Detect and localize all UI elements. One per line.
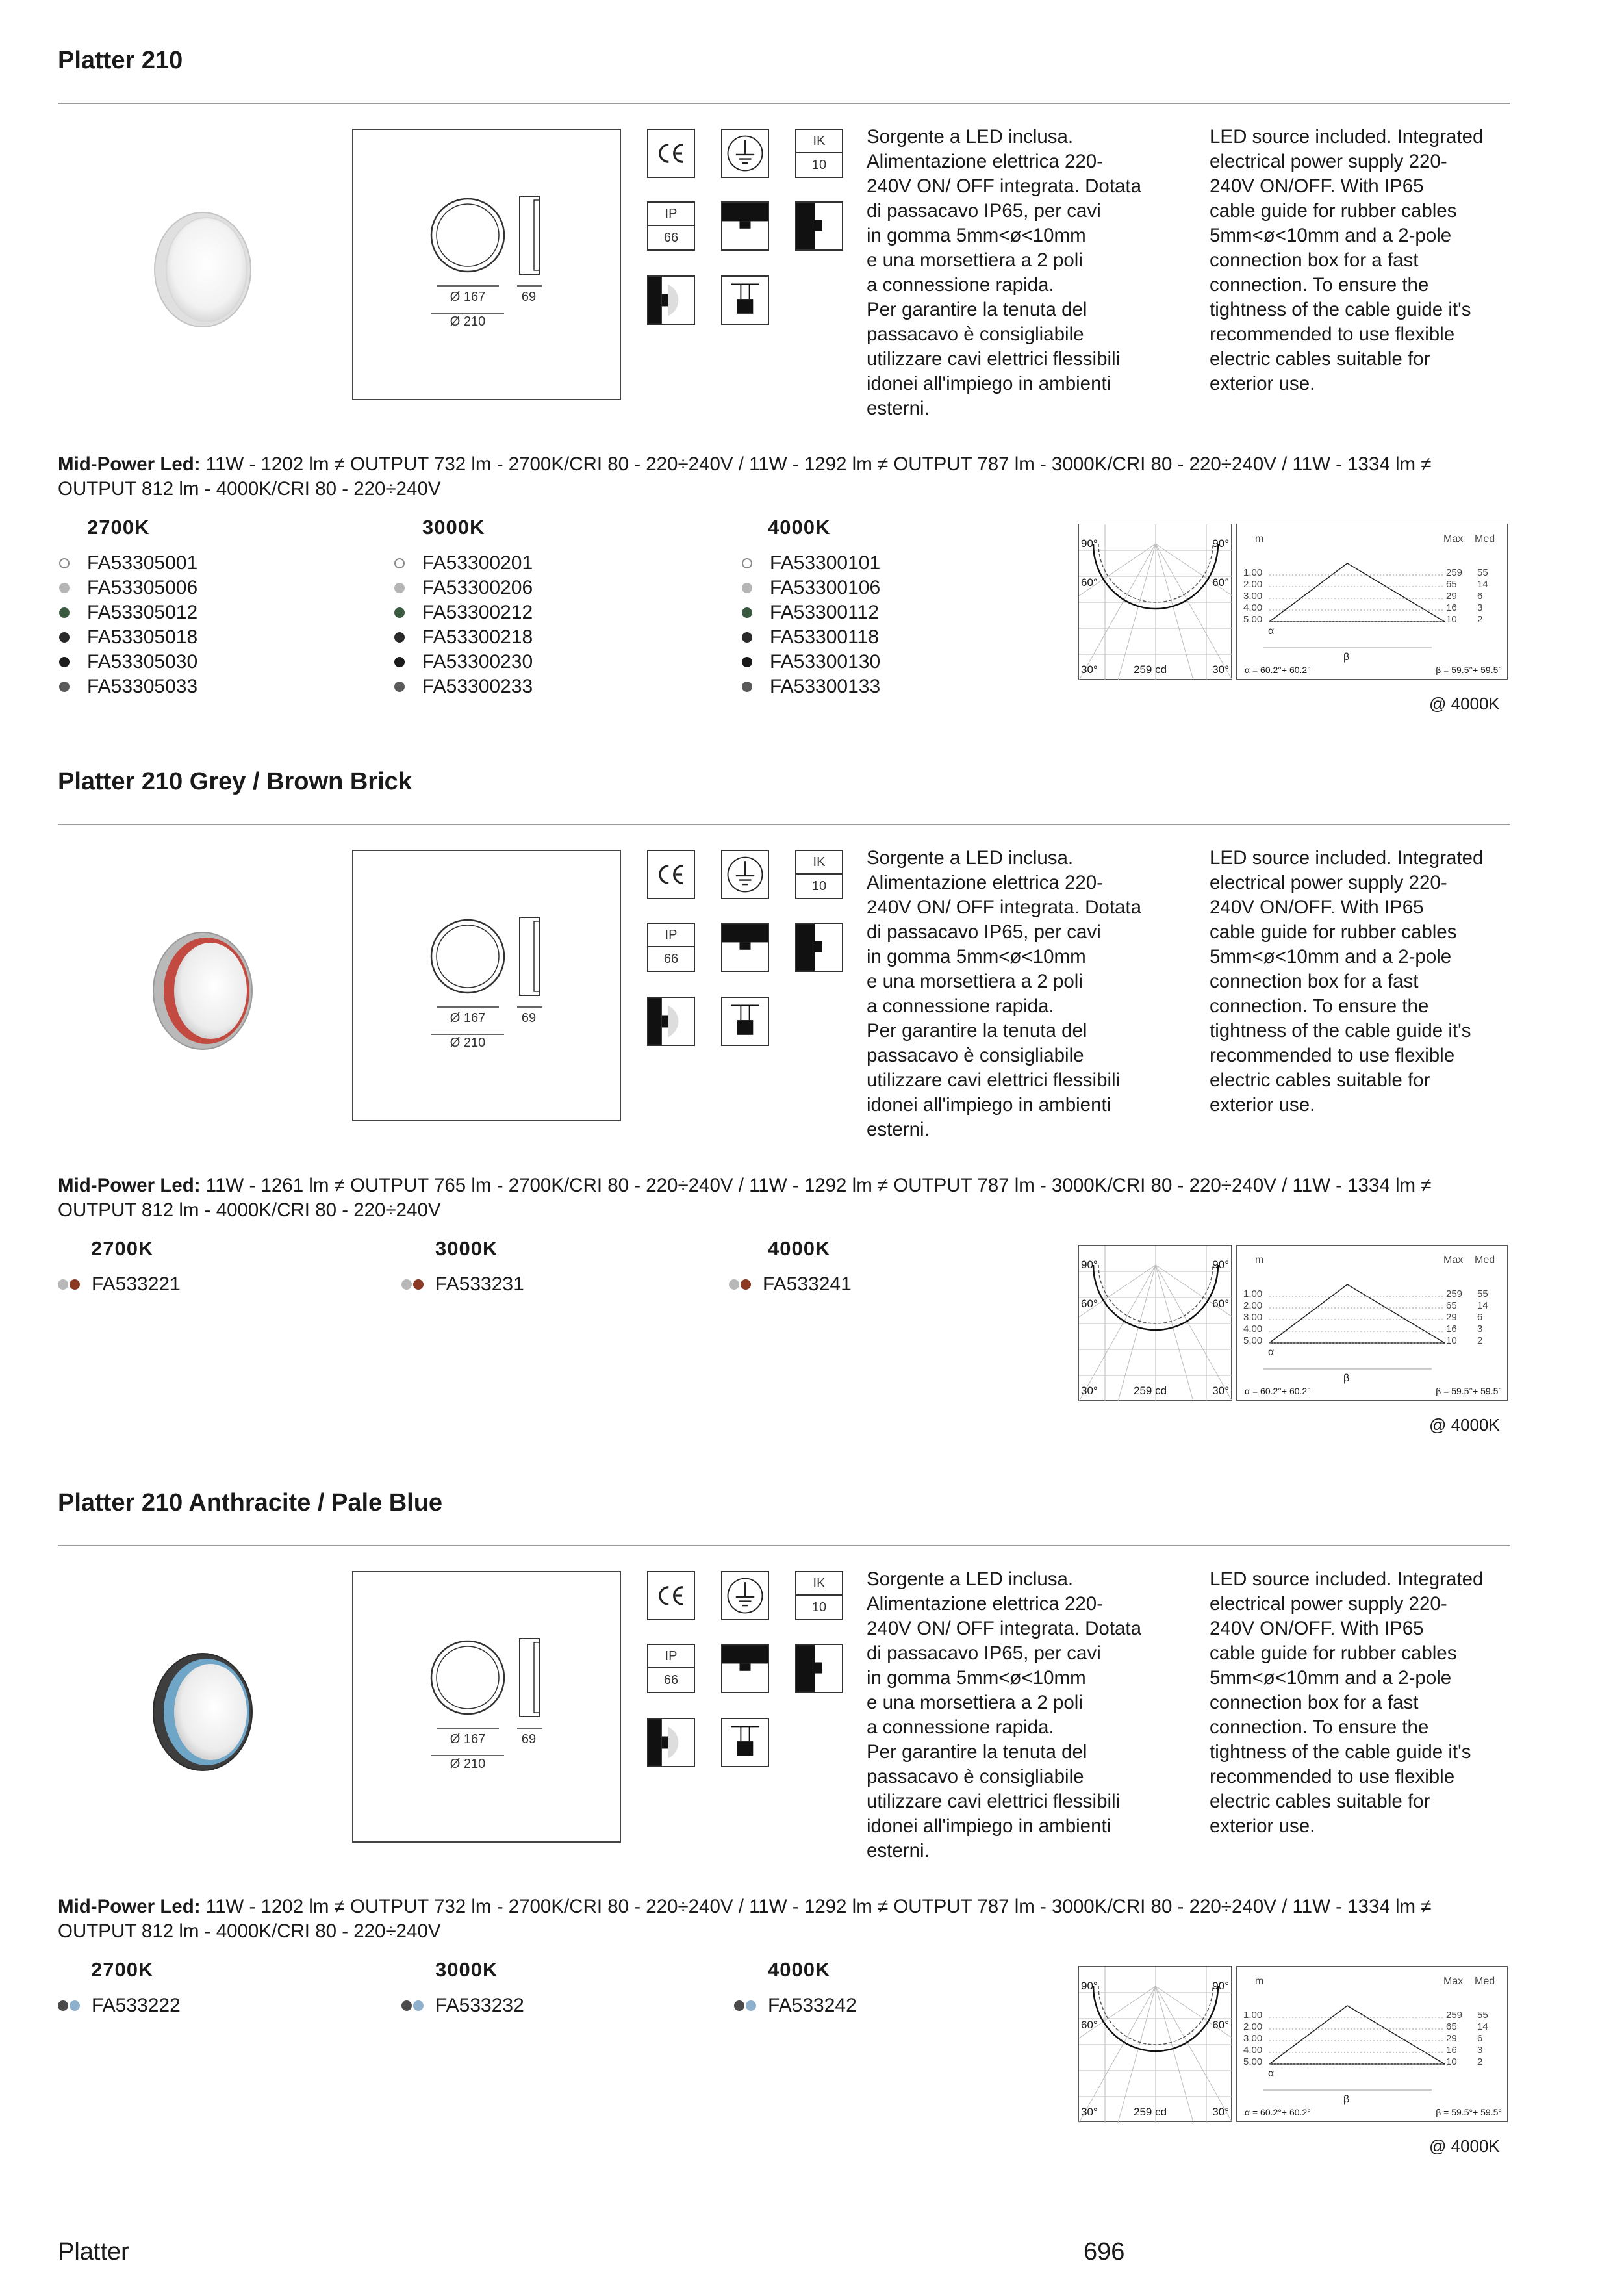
cone-max: 259 xyxy=(1446,567,1463,578)
polar-label: 90° xyxy=(1212,1258,1229,1271)
ce-mark-icon xyxy=(647,1571,695,1620)
product-code: FA53300201 xyxy=(422,552,533,574)
cone-m-label: m xyxy=(1255,1255,1264,1266)
polar-label: 30° xyxy=(1081,1385,1098,1397)
dim-outer-diameter: Ø 210 xyxy=(450,1036,486,1050)
ip-value: 66 xyxy=(663,1673,679,1687)
polar-diagram xyxy=(1078,1245,1232,1401)
cone-beta-range: β = 59.5°+ 59.5° xyxy=(1436,665,1502,675)
cone-distance: 3.00 xyxy=(1243,1312,1263,1323)
dim-outer-diameter: Ø 210 xyxy=(450,1757,486,1771)
finish-swatch xyxy=(394,583,405,593)
list-item xyxy=(58,650,197,674)
cone-alpha-label: α xyxy=(1268,626,1275,637)
cone-max: 16 xyxy=(1446,602,1457,613)
cone-med-values xyxy=(1477,567,1488,626)
finish-swatch xyxy=(394,607,405,618)
ip-label: IP xyxy=(648,924,694,947)
cone-distance: 5.00 xyxy=(1243,2056,1263,2067)
cone-distance-rows xyxy=(1243,2010,1262,2068)
cone-distance: 4.00 xyxy=(1243,1323,1263,1335)
wall-mount-icon xyxy=(795,201,843,251)
description-en: LED source included. Integrated electrical power supply 220- 240V ON/OFF. With IP65 cable guide for rubber cables 5mm<ø<10mm and a 2-pole connection box for a fast connection. To ensure the tightness of the cable guide it's recommended to use flexible electric cables suitable for exterior use. xyxy=(1210,126,1484,394)
product-code: FA53305001 xyxy=(87,552,198,574)
description-en: LED source included. Integrated electrical power supply 220- 240V ON/OFF. With IP65 cable guide for rubber cables 5mm<ø<10mm and a 2-pole connection box for a fast connection. To ensure the tightness of the cable guide it's recommended to use flexible electric cables suitable for exterior use. xyxy=(1210,1568,1484,1837)
cone-beta-range: β = 59.5°+ 59.5° xyxy=(1436,1386,1502,1396)
color-temp-4000k: 4000K xyxy=(768,516,831,539)
list-item xyxy=(393,625,533,650)
cone-max: 65 xyxy=(1446,579,1457,590)
spec-label: Mid-Power Led: xyxy=(58,454,201,475)
product-photo-anthracite-blue xyxy=(130,1637,279,1787)
ceiling-mount-icon xyxy=(721,201,769,251)
list-item xyxy=(741,600,880,625)
list-item xyxy=(58,551,197,576)
polar-label: 60° xyxy=(1212,576,1229,589)
product-code: FA53305018 xyxy=(87,626,198,648)
connection-box-icon xyxy=(721,1718,769,1767)
ce-mark-icon xyxy=(647,129,695,178)
finish-swatch xyxy=(742,583,752,593)
description-it: Sorgente a LED inclusa. Alimentazione elettrica 220- 240V ON/ OFF integrata. Dotata di passacavo IP65, per cavi in gomma 5mm<ø<10mm e una morsettiera a 2 poli a connessione rapida. Per garantire la tenuta del passacavo è consigliabile utilizzare cavi elettrici flessibili idonei all'impiego in ambienti esterni. xyxy=(867,1568,1142,1861)
polar-label: 90° xyxy=(1212,1980,1229,1992)
dimension-drawing xyxy=(352,129,621,400)
ceiling-mount-icon xyxy=(721,923,769,972)
cone-alpha-label: α xyxy=(1268,2068,1275,2079)
cone-distance-rows xyxy=(1243,1288,1262,1347)
cone-max: 10 xyxy=(1446,2056,1457,2067)
product-code: FA53300206 xyxy=(422,577,533,598)
cone-max-values xyxy=(1446,1288,1462,1347)
cone-med-label: Med xyxy=(1475,1976,1495,1987)
finish-swatch xyxy=(59,632,70,643)
finish-swatch xyxy=(59,558,70,568)
finish-swatch xyxy=(413,1279,424,1290)
ip-rating-badge xyxy=(647,1644,695,1693)
polar-diagram xyxy=(1078,1966,1232,2122)
product-code: FA53305012 xyxy=(87,602,198,623)
polar-candela: 259 cd xyxy=(1134,2106,1167,2118)
photometry-temp-note: @ 4000K xyxy=(1429,1415,1500,1435)
ceiling-mount-icon xyxy=(721,1644,769,1693)
finish-swatch xyxy=(70,1279,80,1290)
polar-label: 30° xyxy=(1212,663,1229,676)
cone-max-values xyxy=(1446,2010,1462,2068)
dim-depth: 69 xyxy=(521,1011,537,1025)
product-title: Platter 210 xyxy=(58,47,183,74)
product-title: Platter 210 Grey / Brown Brick xyxy=(58,768,412,795)
cone-max: 10 xyxy=(1446,614,1457,625)
spec-label: Mid-Power Led: xyxy=(58,1175,201,1196)
ground-icon xyxy=(721,129,769,178)
cone-med: 2 xyxy=(1477,1335,1483,1346)
ik-value: 10 xyxy=(811,1600,827,1615)
polar-label: 30° xyxy=(1212,1385,1229,1397)
section-divider xyxy=(58,103,1510,104)
ik-rating-badge xyxy=(795,850,843,899)
finish-swatch xyxy=(70,2000,80,2011)
cone-med: 2 xyxy=(1477,2056,1483,2067)
cone-med: 3 xyxy=(1477,2045,1483,2056)
polar-label: 90° xyxy=(1081,1258,1098,1271)
ik-value: 10 xyxy=(811,158,827,172)
cone-diagram xyxy=(1236,524,1508,680)
polar-label: 30° xyxy=(1081,2106,1098,2118)
ip-rating-badge xyxy=(647,923,695,972)
finish-swatch xyxy=(59,682,70,692)
cone-max: 29 xyxy=(1446,591,1457,602)
color-temp-4000k: 4000K xyxy=(768,1958,831,1981)
finish-swatch xyxy=(58,1279,68,1290)
ip-value: 66 xyxy=(663,231,679,245)
ik-rating-badge xyxy=(795,1571,843,1620)
list-item xyxy=(393,674,533,699)
finish-swatch xyxy=(59,657,70,667)
wall-light-distribution-icon xyxy=(647,1718,695,1767)
polar-candela: 259 cd xyxy=(1134,1385,1167,1397)
product-title: Platter 210 Anthracite / Pale Blue xyxy=(58,1489,443,1516)
product-photo-white xyxy=(130,195,279,344)
cone-max: 65 xyxy=(1446,2021,1457,2032)
color-temp-3000k: 3000K xyxy=(435,1958,498,1981)
product-code: FA533222 xyxy=(92,1995,181,2016)
ground-icon xyxy=(721,850,769,899)
code-list-3000k xyxy=(393,551,533,699)
product-code: FA533241 xyxy=(763,1273,852,1295)
list-item xyxy=(393,576,533,600)
list-item xyxy=(58,625,197,650)
polar-label: 90° xyxy=(1081,1980,1098,1992)
cone-med: 55 xyxy=(1477,2010,1488,2021)
finish-swatch xyxy=(59,583,70,593)
dim-inner-diameter: Ø 167 xyxy=(450,1732,486,1746)
page-number: 696 xyxy=(1084,2238,1125,2266)
finish-swatch xyxy=(59,607,70,618)
spec-label: Mid-Power Led: xyxy=(58,1896,201,1917)
wall-light-distribution-icon xyxy=(647,997,695,1046)
polar-label: 90° xyxy=(1212,537,1229,550)
spec-text: 11W - 1261 lm ≠ OUTPUT 765 lm - 2700K/CRI 80 - 220÷240V / 11W - 1292 lm ≠ OUTPUT 787 lm - 3000K/CRI 80 - 220÷240V / 11W - 1334 lm ≠ OUTPUT 812 lm - 4000K/CRI 80 - 220÷240V xyxy=(58,1175,1432,1221)
finish-swatch xyxy=(394,558,405,568)
cone-max: 259 xyxy=(1446,2010,1463,2021)
cone-max-label: Max xyxy=(1443,533,1464,544)
ik-rating-badge xyxy=(795,129,843,178)
product-code: FA53300106 xyxy=(770,577,881,598)
description-it: Sorgente a LED inclusa. Alimentazione elettrica 220- 240V ON/ OFF integrata. Dotata di passacavo IP65, per cavi in gomma 5mm<ø<10mm e una morsettiera a 2 poli a connessione rapida. Per garantire la tenuta del passacavo è consigliabile utilizzare cavi elettrici flessibili idonei all'impiego in ambienti esterni. xyxy=(867,126,1142,419)
wall-mount-icon xyxy=(795,1644,843,1693)
cone-med: 14 xyxy=(1477,1300,1488,1311)
led-spec-line xyxy=(58,1895,1506,1944)
code-list-4000k xyxy=(741,551,880,699)
description-en: LED source included. Integrated electrical power supply 220- 240V ON/OFF. With IP65 cable guide for rubber cables 5mm<ø<10mm and a 2-pole connection box for a fast connection. To ensure the tightness of the cable guide it's recommended to use flexible electric cables suitable for exterior use. xyxy=(1210,847,1484,1116)
dim-inner-diameter: Ø 167 xyxy=(450,1011,486,1025)
dim-depth: 69 xyxy=(521,1732,537,1746)
list-item xyxy=(741,650,880,674)
cone-med: 6 xyxy=(1477,2033,1483,2044)
ik-label: IK xyxy=(796,851,842,875)
finish-swatch xyxy=(742,607,752,618)
cone-distance: 3.00 xyxy=(1243,2033,1263,2044)
cone-distance: 5.00 xyxy=(1243,1335,1263,1346)
cone-distance: 2.00 xyxy=(1243,579,1263,590)
cone-med: 55 xyxy=(1477,1288,1488,1299)
cone-max: 16 xyxy=(1446,2045,1457,2056)
polar-label: 90° xyxy=(1081,537,1098,550)
finish-swatch xyxy=(58,2000,68,2011)
product-code: FA53300233 xyxy=(422,676,533,697)
wall-light-distribution-icon xyxy=(647,275,695,325)
color-temp-2700k: 2700K xyxy=(91,1237,154,1260)
product-code: FA53305006 xyxy=(87,577,198,598)
cone-max: 10 xyxy=(1446,1335,1457,1346)
polar-label: 60° xyxy=(1081,576,1098,589)
finish-swatch xyxy=(746,2000,756,2011)
product-code: FA533231 xyxy=(435,1273,524,1295)
product-code: FA533221 xyxy=(92,1273,181,1295)
ce-mark-icon xyxy=(647,850,695,899)
cone-m-label: m xyxy=(1255,533,1264,544)
cone-med: 14 xyxy=(1477,2021,1488,2032)
product-code: FA53300118 xyxy=(770,626,879,648)
list-item xyxy=(741,674,880,699)
cone-distance: 5.00 xyxy=(1243,614,1263,625)
ground-icon xyxy=(721,1571,769,1620)
ik-value: 10 xyxy=(811,879,827,893)
cone-diagram xyxy=(1236,1966,1508,2122)
product-code: FA53300230 xyxy=(422,651,533,672)
color-temp-3000k: 3000K xyxy=(435,1237,498,1260)
cone-beta-label: β xyxy=(1343,2094,1350,2105)
cone-med-label: Med xyxy=(1475,533,1495,544)
list-item xyxy=(58,600,197,625)
list-item xyxy=(58,576,197,600)
cone-alpha-range: α = 60.2°+ 60.2° xyxy=(1245,1386,1311,1396)
product-code: FA533232 xyxy=(435,1995,524,2016)
finish-swatch xyxy=(734,2000,744,2011)
color-temp-3000k: 3000K xyxy=(422,516,485,539)
cone-med-label: Med xyxy=(1475,1255,1495,1266)
cone-med-values xyxy=(1477,2010,1488,2068)
cone-max: 29 xyxy=(1446,1312,1457,1323)
cone-max-label: Max xyxy=(1443,1255,1464,1266)
cone-diagram xyxy=(1236,1245,1508,1401)
cone-distance: 1.00 xyxy=(1243,1288,1263,1299)
cone-distance: 3.00 xyxy=(1243,591,1263,602)
finish-swatch xyxy=(413,2000,424,2011)
product-section-3 xyxy=(0,1442,1624,2164)
finish-swatch xyxy=(742,682,752,692)
cone-alpha-range: α = 60.2°+ 60.2° xyxy=(1245,665,1311,675)
finish-swatch xyxy=(394,682,405,692)
photometry-temp-note: @ 4000K xyxy=(1429,694,1500,713)
led-spec-line xyxy=(58,452,1506,502)
product-code: FA53300130 xyxy=(770,651,881,672)
spec-text: 11W - 1202 lm ≠ OUTPUT 732 lm - 2700K/CRI 80 - 220÷240V / 11W - 1292 lm ≠ OUTPUT 787 lm - 3000K/CRI 80 - 220÷240V / 11W - 1334 lm ≠ OUTPUT 812 lm - 4000K/CRI 80 - 220÷240V xyxy=(58,1896,1432,1942)
color-temp-4000k: 4000K xyxy=(768,1237,831,1260)
cone-distance: 1.00 xyxy=(1243,2010,1263,2021)
product-code: FA533242 xyxy=(768,1995,857,2016)
cone-max: 259 xyxy=(1446,1288,1463,1299)
polar-candela: 259 cd xyxy=(1134,663,1167,676)
product-code: FA53300212 xyxy=(422,602,533,623)
polar-label: 60° xyxy=(1081,2019,1098,2031)
finish-swatch xyxy=(742,632,752,643)
polar-label: 30° xyxy=(1081,663,1098,676)
product-code: FA53300133 xyxy=(770,676,881,697)
code-list-2700k xyxy=(58,551,197,699)
finish-swatch xyxy=(741,1279,751,1290)
ip-value: 66 xyxy=(663,952,679,966)
product-code: FA53305030 xyxy=(87,651,198,672)
cone-distance: 1.00 xyxy=(1243,567,1263,578)
finish-swatch xyxy=(742,558,752,568)
cone-distance: 4.00 xyxy=(1243,2045,1263,2056)
ip-label: IP xyxy=(648,203,694,226)
ik-label: IK xyxy=(796,1572,842,1596)
cone-max: 65 xyxy=(1446,1300,1457,1311)
cone-beta-label: β xyxy=(1343,1373,1350,1384)
cone-distance: 4.00 xyxy=(1243,602,1263,613)
finish-swatch xyxy=(742,657,752,667)
cone-med: 6 xyxy=(1477,1312,1483,1323)
cone-alpha-range: α = 60.2°+ 60.2° xyxy=(1245,2107,1311,2117)
dim-inner-diameter: Ø 167 xyxy=(450,290,486,304)
footer-section-name: Platter xyxy=(58,2238,129,2266)
list-item xyxy=(393,650,533,674)
cone-med: 55 xyxy=(1477,567,1488,578)
list-item xyxy=(58,674,197,699)
connection-box-icon xyxy=(721,275,769,325)
product-code: FA53300218 xyxy=(422,626,533,648)
section-divider xyxy=(58,1545,1510,1546)
finish-swatch xyxy=(394,632,405,643)
product-section-2 xyxy=(0,721,1624,1442)
cone-beta-label: β xyxy=(1343,652,1350,663)
polar-label: 60° xyxy=(1212,2019,1229,2031)
product-section-1 xyxy=(0,0,1624,721)
led-spec-line xyxy=(58,1173,1506,1223)
list-item xyxy=(741,576,880,600)
cone-max: 29 xyxy=(1446,2033,1457,2044)
dimension-drawing xyxy=(352,850,621,1121)
cone-med: 3 xyxy=(1477,1323,1483,1335)
cone-med-values xyxy=(1477,1288,1488,1347)
cone-med: 6 xyxy=(1477,591,1483,602)
polar-label: 60° xyxy=(1212,1297,1229,1310)
ip-rating-badge xyxy=(647,201,695,251)
section-divider xyxy=(58,824,1510,825)
product-photo-grey-brown xyxy=(130,916,279,1066)
cone-distance-rows xyxy=(1243,567,1262,626)
finish-swatch xyxy=(729,1279,739,1290)
finish-swatch xyxy=(401,2000,412,2011)
cone-alpha-label: α xyxy=(1268,1347,1275,1358)
cone-max-label: Max xyxy=(1443,1976,1464,1987)
list-item xyxy=(393,600,533,625)
dimension-drawing xyxy=(352,1571,621,1843)
cone-max: 16 xyxy=(1446,1323,1457,1335)
polar-diagram xyxy=(1078,524,1232,680)
cone-med: 2 xyxy=(1477,614,1483,625)
photometry-temp-note: @ 4000K xyxy=(1429,2136,1500,2156)
finish-swatch xyxy=(394,657,405,667)
cone-beta-range: β = 59.5°+ 59.5° xyxy=(1436,2107,1502,2117)
product-code: FA53300112 xyxy=(770,602,879,623)
polar-label: 30° xyxy=(1212,2106,1229,2118)
dim-outer-diameter: Ø 210 xyxy=(450,314,486,329)
description-it: Sorgente a LED inclusa. Alimentazione elettrica 220- 240V ON/ OFF integrata. Dotata di passacavo IP65, per cavi in gomma 5mm<ø<10mm e una morsettiera a 2 poli a connessione rapida. Per garantire la tenuta del passacavo è consigliabile utilizzare cavi elettrici flessibili idonei all'impiego in ambienti esterni. xyxy=(867,847,1142,1140)
finish-swatch xyxy=(401,1279,412,1290)
wall-mount-icon xyxy=(795,923,843,972)
product-code: FA53300101 xyxy=(770,552,881,574)
list-item xyxy=(741,551,880,576)
spec-text: 11W - 1202 lm ≠ OUTPUT 732 lm - 2700K/CRI 80 - 220÷240V / 11W - 1292 lm ≠ OUTPUT 787 lm - 3000K/CRI 80 - 220÷240V / 11W - 1334 lm ≠ OUTPUT 812 lm - 4000K/CRI 80 - 220÷240V xyxy=(58,454,1432,500)
dim-depth: 69 xyxy=(521,290,537,304)
ik-label: IK xyxy=(796,130,842,153)
color-temp-2700k: 2700K xyxy=(87,516,150,539)
connection-box-icon xyxy=(721,997,769,1046)
list-item xyxy=(741,625,880,650)
cone-distance: 2.00 xyxy=(1243,1300,1263,1311)
cone-max-values xyxy=(1446,567,1462,626)
ip-label: IP xyxy=(648,1645,694,1668)
color-temp-2700k: 2700K xyxy=(91,1958,154,1981)
cone-m-label: m xyxy=(1255,1976,1264,1987)
cone-med: 14 xyxy=(1477,579,1488,590)
cone-distance: 2.00 xyxy=(1243,2021,1263,2032)
polar-label: 60° xyxy=(1081,1297,1098,1310)
list-item xyxy=(393,551,533,576)
product-code: FA53305033 xyxy=(87,676,198,697)
cone-med: 3 xyxy=(1477,602,1483,613)
